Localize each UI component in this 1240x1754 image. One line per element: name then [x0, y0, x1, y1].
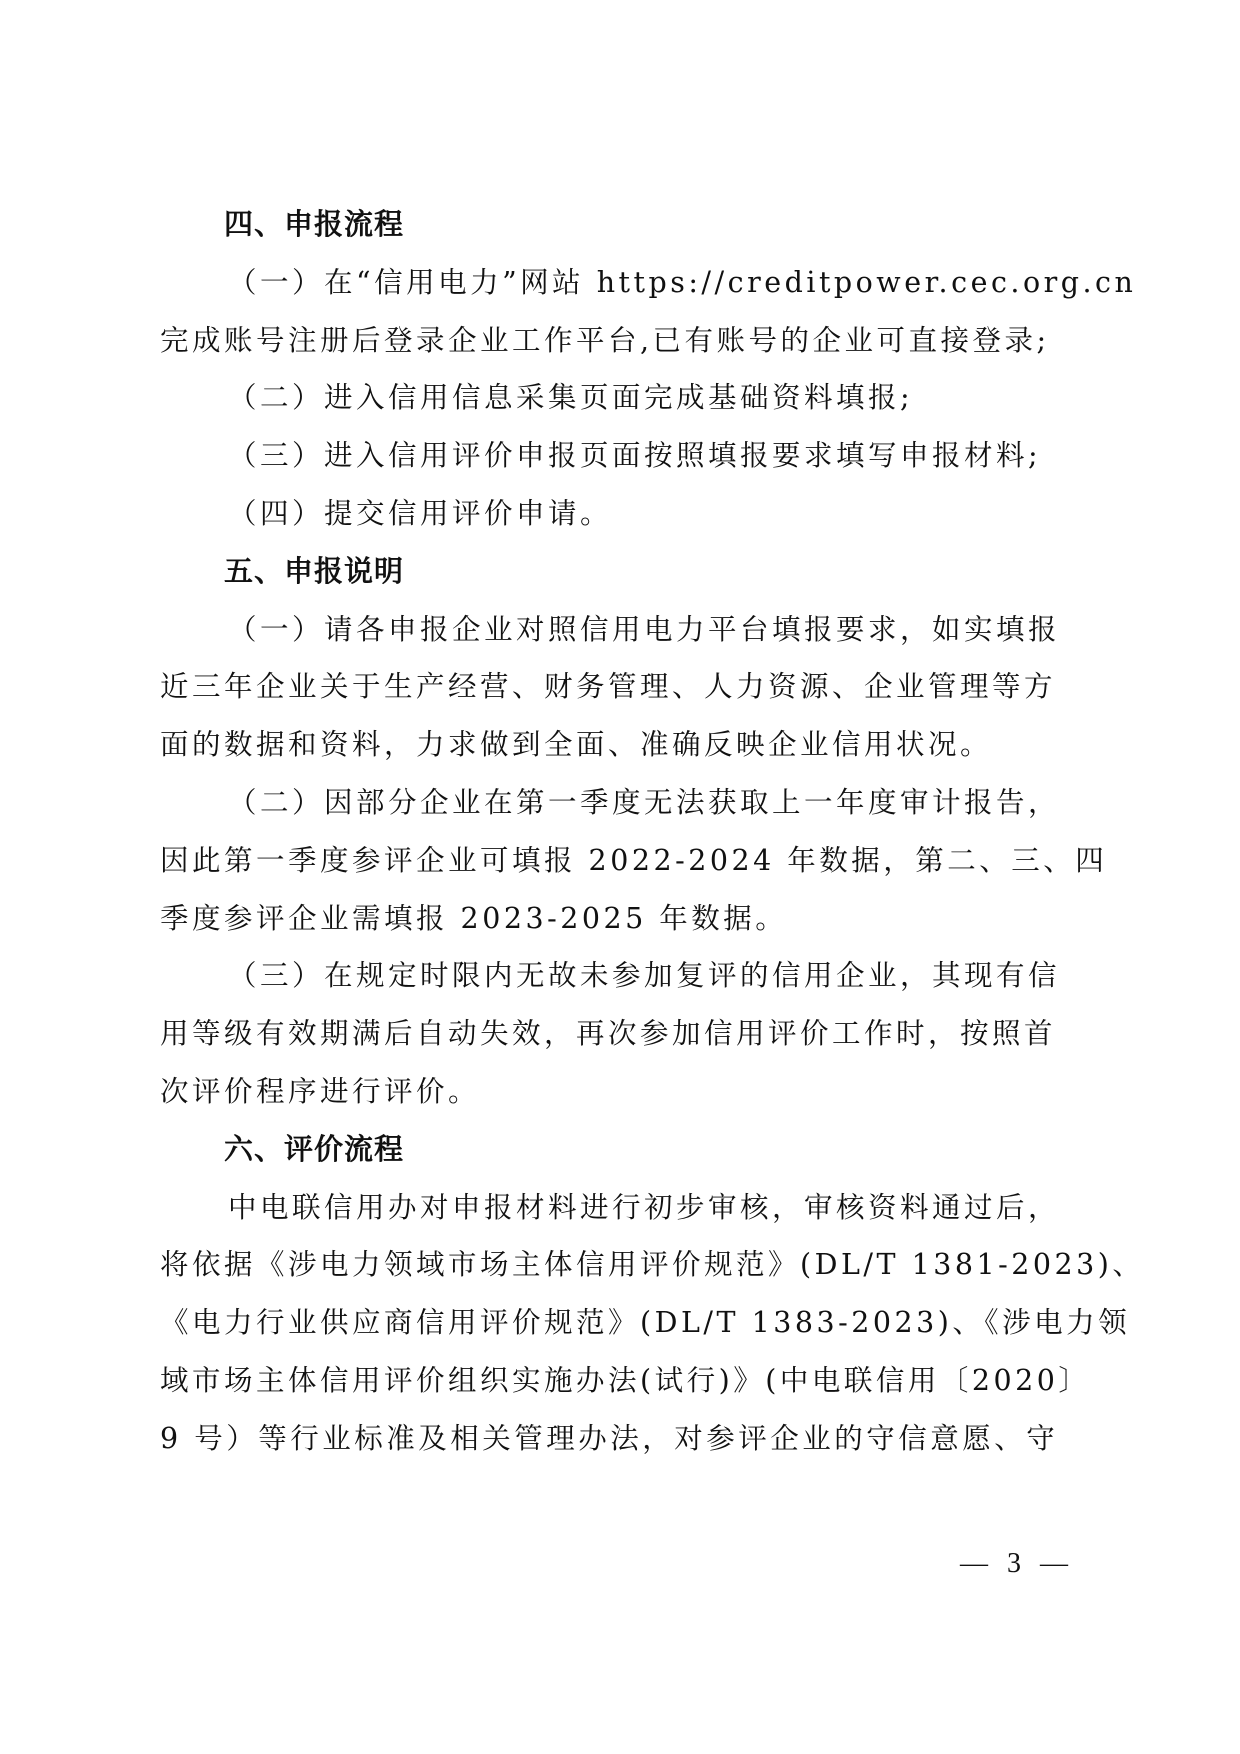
paragraph-line: 季度参评企业需填报 2023-2025 年数据。: [160, 901, 788, 935]
paragraph-line: 将依据《涉电力领域市场主体信用评价规范》(DL/T 1381-2023)、: [160, 1248, 1145, 1282]
paragraph-line: 因此第一季度参评企业可填报 2022-2024 年数据，第二、三、四: [160, 843, 1108, 877]
paragraph-line: 中电联信用办对申报材料进行初步审核，审核资料通过后，: [228, 1190, 1061, 1224]
paragraph-line: （二）进入信用信息采集页面完成基础资料填报;: [228, 381, 914, 415]
paragraph-line: 《电力行业供应商信用评价规范》(DL/T 1383-2023)、《涉电力领: [160, 1306, 1131, 1340]
paragraph-line: 域市场主体信用评价组织实施办法(试行)》(中电联信用〔2020〕: [160, 1363, 1091, 1397]
section-heading-evaluation-process: 六、评价流程: [224, 1131, 405, 1166]
section-heading-application-notes: 五、申报说明: [224, 553, 405, 588]
page-number: — 3 —: [960, 1548, 1074, 1579]
paragraph-line: 9 号）等行业标准及相关管理办法，对参评企业的守信意愿、守: [160, 1421, 1059, 1455]
paragraph-line: 用等级有效期满后自动失效，再次参加信用评价工作时，按照首: [160, 1017, 1057, 1051]
paragraph-line: 完成账号注册后登录企业工作平台,已有账号的企业可直接登录;: [160, 323, 1050, 357]
paragraph-line: （二）因部分企业在第一季度无法获取上一年度审计报告，: [228, 785, 1061, 819]
paragraph-line: 面的数据和资料，力求做到全面、准确反映企业信用状况。: [160, 728, 993, 762]
paragraph-line: （三）在规定时限内无故未参加复评的信用企业，其现有信: [228, 959, 1061, 993]
document-page: [160, 196, 1145, 1468]
paragraph-line: 次评价程序进行评价。: [160, 1074, 481, 1108]
paragraph-line: （三）进入信用评价申报页面按照填报要求填写申报材料;: [228, 439, 1042, 473]
paragraph-line: 近三年企业关于生产经营、财务管理、人力资源、企业管理等方: [160, 670, 1057, 704]
paragraph-line: （一）在“信用电力”网站 https://creditpower.cec.org.cn: [228, 265, 1137, 299]
paragraph-line: （四）提交信用评价申请。: [228, 496, 613, 530]
paragraph-line: （一）请各申报企业对照信用电力平台填报要求，如实填报: [228, 612, 1061, 646]
section-heading-application-process: 四、申报流程: [224, 207, 405, 241]
